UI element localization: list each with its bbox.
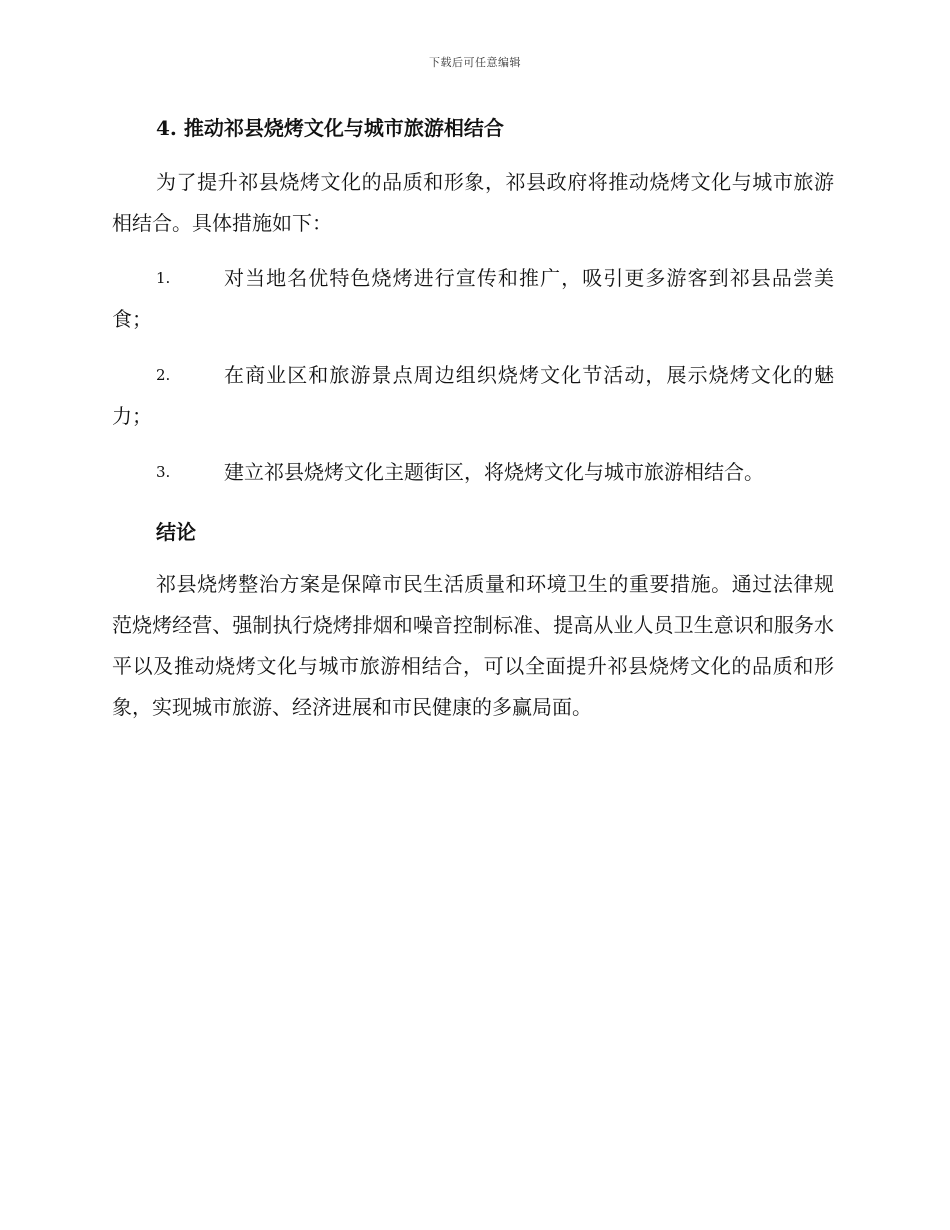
list-item-number: 3. (156, 463, 171, 481)
list-item-text: 对当地名优特色烧烤进行宣传和推广，吸引更多游客到祁县品尝美食； (112, 266, 834, 331)
list-item-text: 建立祁县烧烤文化主题街区，将烧烤文化与城市旅游相结合。 (224, 460, 764, 484)
list-item (112, 355, 834, 437)
page-header-note: 下载后可任意编辑 (429, 56, 521, 69)
list-item (112, 452, 834, 493)
list-item-text: 在商业区和旅游景点周边组织烧烤文化节活动，展示烧烤文化的魅力； (112, 363, 834, 428)
section-heading: 4. 推动祁县烧烤文化与城市旅游相结合 (156, 116, 504, 140)
list-item (112, 258, 834, 340)
conclusion-paragraph: 祁县烧烤整治方案是保障市民生活质量和环境卫生的重要措施。通过法律规范烧烤经营、强制执行烧烤排烟和噪音控制标准、提高从业人员卫生意识和服务水平以及推动烧烤文化与城市旅游相结合，可以全面提升祁县烧烤文化的品质和形象，实现城市旅游、经济进展和市民健康的多赢局面。 (112, 572, 834, 719)
list-item-number: 2. (156, 366, 171, 384)
conclusion-heading: 结论 (156, 520, 196, 544)
list-item-number: 1. (156, 269, 171, 287)
section-intro-paragraph: 为了提升祁县烧烤文化的品质和形象，祁县政府将推动烧烤文化与城市旅游相结合。具体措施如下： (112, 170, 834, 235)
